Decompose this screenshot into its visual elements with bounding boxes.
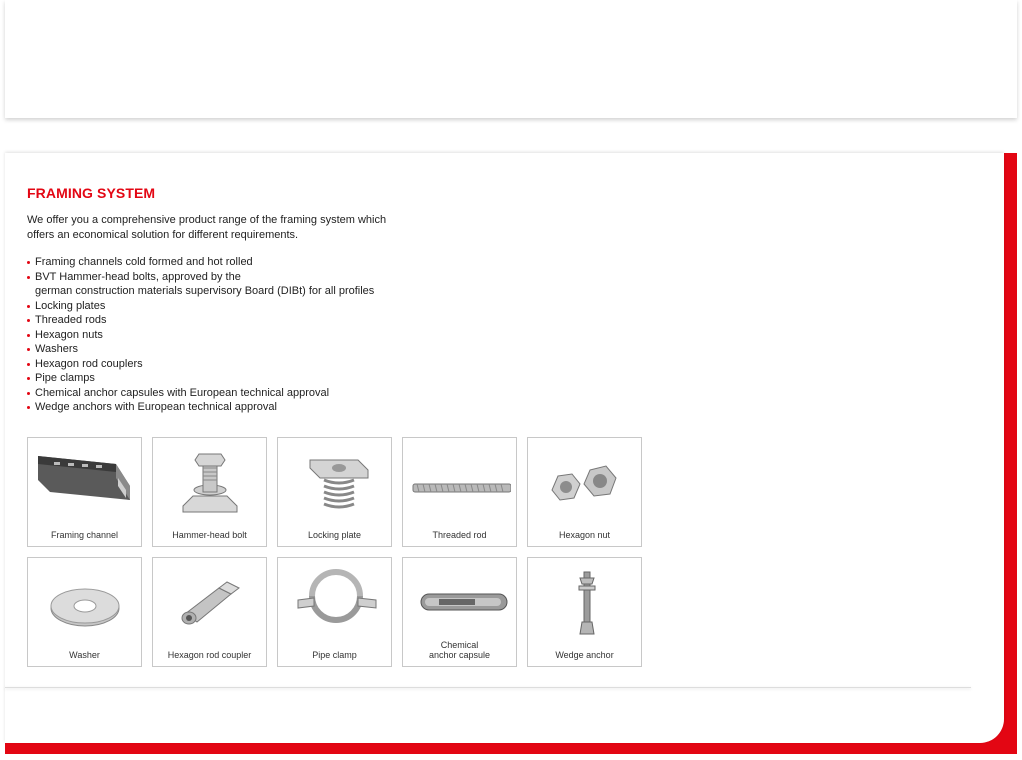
product-label: Hexagon nut: [558, 529, 611, 540]
feature-item: Washers: [27, 342, 647, 357]
threaded-rod-icon: [409, 448, 511, 520]
product-label: Hexagon rod coupler: [167, 649, 252, 660]
product-label: Locking plate: [307, 529, 362, 540]
product-tile-hexagon-rod-coupler[interactable]: [152, 557, 267, 667]
feature-item: Wedge anchors with European technical approval: [27, 400, 647, 415]
product-label: Chemical anchor capsule: [428, 640, 491, 660]
product-label: Hammer-head bolt: [172, 529, 247, 540]
product-tile-framing-channel[interactable]: [27, 437, 142, 547]
washer-icon: [34, 568, 136, 640]
hexagon-nut-icon: [534, 448, 636, 520]
product-tile-wedge-anchor[interactable]: [527, 557, 642, 667]
hammer-head-bolt-icon: [159, 448, 261, 520]
product-tile-locking-plate[interactable]: [277, 437, 392, 547]
feature-item: Framing channels cold formed and hot rolled: [27, 255, 647, 270]
feature-item: BVT Hammer-head bolts, approved by the: [27, 270, 647, 285]
feature-item: Chemical anchor capsules with European technical approval: [27, 386, 647, 401]
feature-item: Threaded rods: [27, 313, 647, 328]
feature-item-continuation: german construction materials supervisory Board (DIBt) for all profiles: [35, 285, 375, 297]
product-label: Pipe clamp: [312, 649, 357, 660]
pipe-clamp-icon: [284, 568, 386, 640]
feature-item: Locking plates: [27, 299, 647, 314]
product-tile-pipe-clamp[interactable]: [277, 557, 392, 667]
product-tile-threaded-rod[interactable]: [402, 437, 517, 547]
product-label: Washer: [69, 649, 100, 660]
chemical-anchor-capsule-icon: [409, 568, 511, 640]
section-title: FRAMING SYSTEM: [27, 185, 156, 201]
feature-list: [27, 255, 647, 415]
feature-item: Pipe clamps: [27, 371, 647, 386]
product-tile-hammer-head-bolt[interactable]: [152, 437, 267, 547]
product-tile-chemical-anchor-capsule[interactable]: [402, 557, 517, 667]
feature-item: Hexagon nuts: [27, 328, 647, 343]
intro-text: We offer you a comprehensive product range of the framing system which offers an economical solution for different requirements.: [27, 214, 387, 241]
wedge-anchor-icon: [534, 568, 636, 640]
product-tile-washer[interactable]: [27, 557, 142, 667]
bottom-divider: [5, 687, 971, 688]
feature-item: Hexagon rod couplers: [27, 357, 647, 372]
content-area: [27, 185, 647, 415]
locking-plate-icon: [284, 448, 386, 520]
hexagon-rod-coupler-icon: [159, 568, 261, 640]
framing-channel-icon: [34, 448, 136, 520]
product-label: Wedge anchor: [555, 649, 614, 660]
product-label: Threaded rod: [432, 529, 487, 540]
product-grid: [27, 437, 647, 667]
product-tile-hexagon-nut[interactable]: [527, 437, 642, 547]
main-panel: [5, 153, 1004, 743]
top-panel: [5, 0, 1017, 118]
product-label: Framing channel: [50, 529, 119, 540]
